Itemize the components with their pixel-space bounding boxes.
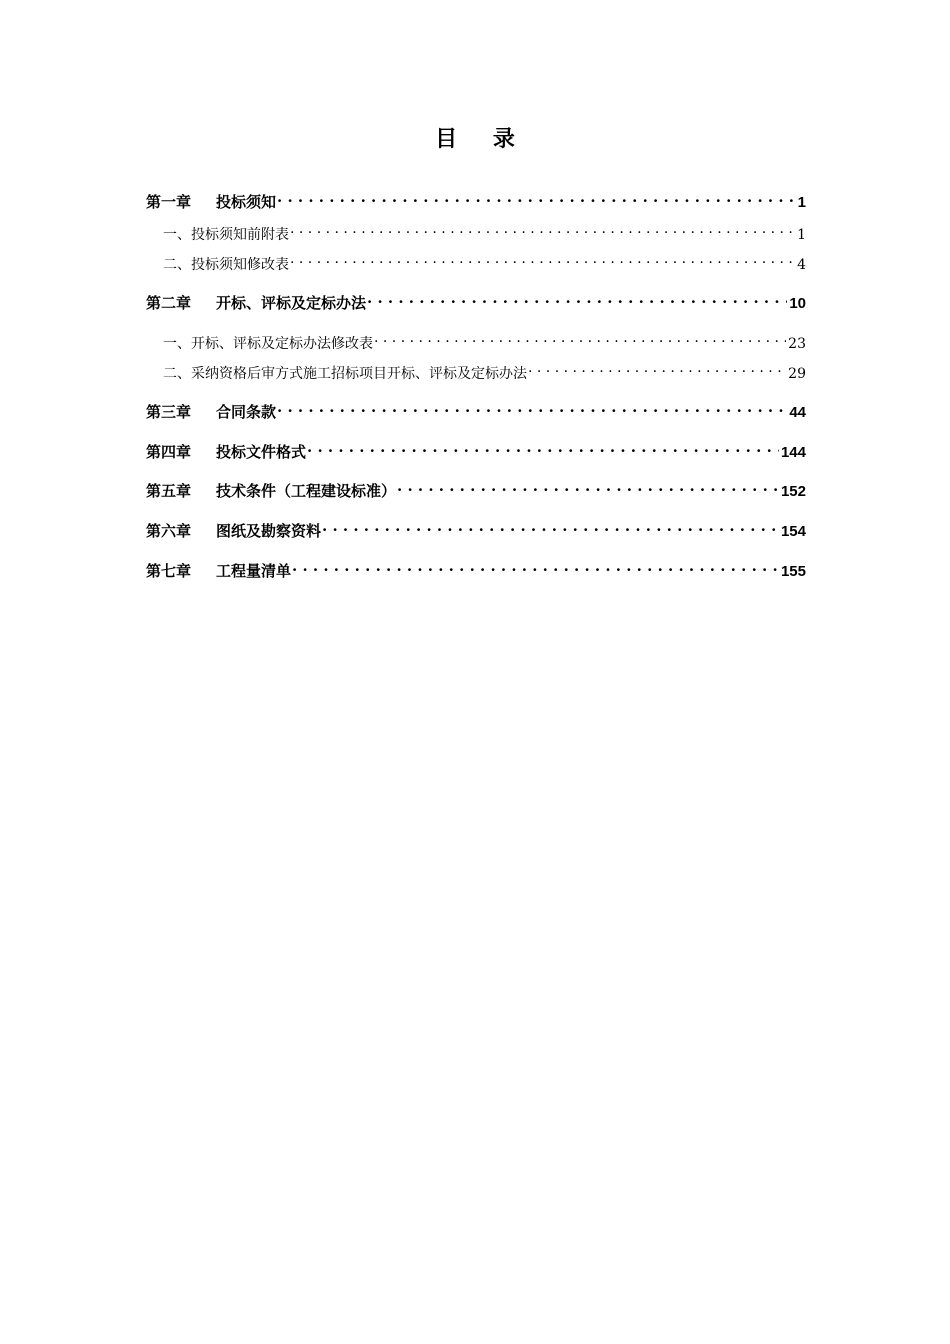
toc-dot-leader [292,556,779,576]
toc-dot-leader [374,328,786,348]
toc-dot-leader [277,187,796,207]
toc-entry-number: 第五章 [146,482,192,500]
toc-entry-page: 44 [789,404,806,421]
toc-dot-leader [290,249,795,269]
toc-entry-page: 4 [797,257,806,273]
toc-entry-page: 152 [780,483,806,500]
toc-entry-chapter-4[interactable] [146,437,806,461]
toc-dot-leader [290,219,795,239]
toc-entry-chapter-3[interactable] [146,397,806,421]
toc-entry-number: 二、 [163,257,191,273]
toc-entry-section-1-1[interactable] [146,219,806,243]
toc-entry-title: 工程量清单 [216,562,292,580]
toc-title: 目 录 [435,126,529,152]
toc-dot-leader [277,397,787,417]
toc-entry-chapter-7[interactable] [146,556,806,580]
toc-entry-number: 一、 [163,336,191,352]
toc-entry-title: 图纸及勘察资料 [216,522,322,540]
toc-dot-leader [397,476,779,496]
toc-entry-page: 154 [780,523,806,540]
toc-entry-page: 1 [797,227,806,243]
toc-entry-title: 合同条款 [216,403,277,421]
toc-entry-title: 投标文件格式 [216,443,307,461]
toc-entry-page: 155 [780,563,806,580]
toc-entry-chapter-2[interactable] [146,288,806,312]
toc-entry-title: 技术条件（工程建设标准） [216,482,397,500]
toc-entry-number: 一、 [163,227,191,243]
toc-entry-number: 第四章 [146,443,192,461]
toc-entry-number: 第六章 [146,522,192,540]
toc-entry-page: 29 [788,366,806,382]
toc-dot-leader [528,358,786,378]
toc-entry-number: 第七章 [146,562,192,580]
toc-entry-page: 1 [797,194,806,211]
toc-dot-leader [367,288,787,308]
toc-entry-section-2-2[interactable] [146,358,806,382]
toc-entry-section-1-2[interactable] [146,249,806,273]
toc-entry-title: 投标须知 [216,193,277,211]
toc-entry-chapter-6[interactable] [146,516,806,540]
toc-entry-title: 投标须知修改表 [191,257,289,273]
toc-entry-page: 144 [780,444,806,461]
toc-entry-title: 采纳资格后审方式施工招标项目开标、评标及定标办法 [191,366,527,382]
toc-entry-chapter-5[interactable] [146,476,806,500]
toc-entry-page: 10 [789,295,806,312]
toc-entry-title: 开标、评标及定标办法 [216,294,367,312]
toc-entry-title: 开标、评标及定标办法修改表 [191,336,373,352]
toc-dot-leader [307,437,779,457]
toc-entry-number: 第二章 [146,294,192,312]
toc-entry-number: 二、 [163,366,191,382]
toc-entry-chapter-1[interactable] [146,187,806,211]
toc-entry-section-2-1[interactable] [146,328,806,352]
toc-entry-number: 第一章 [146,193,192,211]
toc-dot-leader [322,516,779,536]
toc-entry-page: 23 [788,336,806,352]
toc-entry-number: 第三章 [146,403,192,421]
toc-entry-title: 投标须知前附表 [191,227,289,243]
